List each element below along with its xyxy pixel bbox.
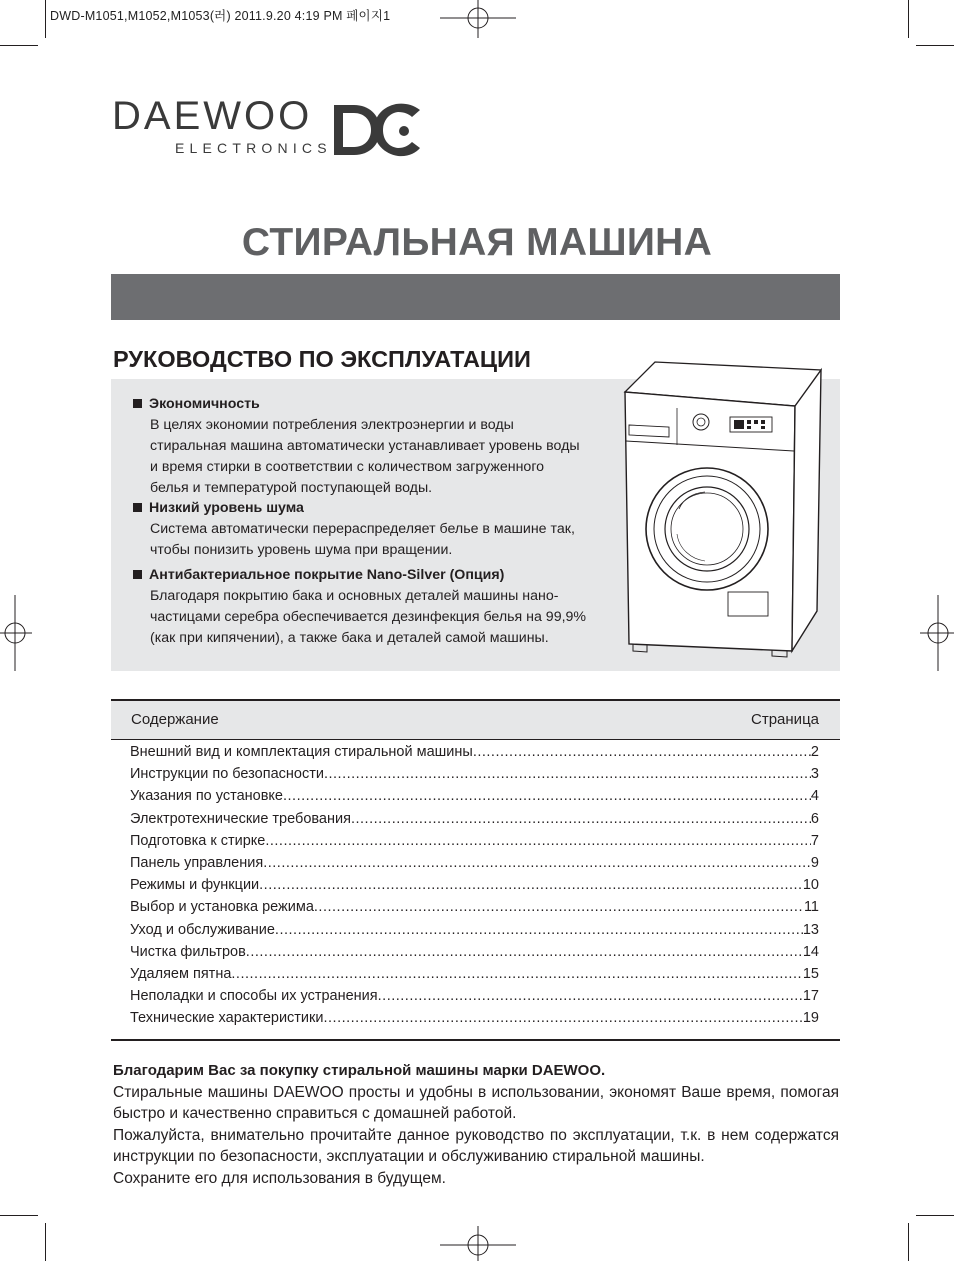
thank-you-paragraph-1: Стиральные машины DAEWOO просты и удобны в использовании, экономят Ваше время, помогая быстро и качественно справиться с домашней работой.: [113, 1083, 839, 1122]
feature-text-line: Благодаря покрытию бака и основных деталей машины нано-: [150, 588, 559, 604]
toc-item-title: Удаляем пятна: [130, 965, 232, 982]
toc-item-page: 3: [810, 766, 819, 783]
toc-item-page: 7: [810, 832, 819, 849]
daewoo-logo-mark-icon: [332, 102, 424, 158]
washing-machine-illustration: [617, 359, 827, 659]
toc-item-page: 13: [802, 921, 819, 938]
toc-item-page: 9: [810, 854, 819, 871]
feature-text-line: стиральная машина автоматически устанавливает уровень воды: [150, 438, 580, 454]
bullet-square-icon: [133, 503, 142, 512]
toc-item-title: Режимы и функции: [130, 877, 260, 894]
print-header: DWD-M1051,M1052,M1053(러) 2011.9.20 4:19 PM 페이지1: [50, 9, 391, 23]
bullet-square-icon: [133, 570, 142, 579]
brand-logo-text: DAEWOO: [112, 94, 313, 138]
toc-item-title: Уход и обслуживание: [130, 921, 275, 938]
feature-heading: Низкий уровень шума: [149, 500, 304, 516]
toc-item-page: 10: [802, 877, 819, 894]
thank-you-paragraph-2: Пожалуйста, внимательно прочитайте данное руководство по эксплуатации, т.к. в нем содержатся инструкции по безопасности, эксплуатации и обслуживанию стиральной машины.: [113, 1126, 839, 1165]
toc-list: [130, 744, 819, 1032]
feature-nano-silver: [133, 565, 586, 649]
registration-mark-top: [440, 0, 516, 40]
toc-item-title: Подготовка к стирке: [130, 832, 266, 849]
toc-item-page: 4: [810, 788, 819, 805]
feature-text-line: и время стирки в соответствии с количеством загруженного: [150, 459, 545, 475]
toc-item[interactable]: [130, 811, 819, 833]
toc-header: [111, 699, 840, 740]
registration-mark-bottom: [440, 1226, 516, 1261]
feature-text-line: белья и температурой поступающей воды.: [150, 480, 433, 496]
toc-item[interactable]: [130, 833, 819, 855]
toc-item-title: Электротехнические требования: [130, 810, 351, 827]
feature-text-line: чтобы понизить уровень шума при вращении.: [150, 542, 453, 558]
toc-item-page: 19: [802, 1010, 819, 1027]
thank-you-heading: Благодарим Вас за покупку стиральной машины марки DAEWOO.: [113, 1062, 606, 1079]
toc-item-page: 6: [810, 810, 819, 827]
toc-item-title: Выбор и установка режима: [130, 899, 314, 916]
feature-low-noise: [133, 498, 575, 561]
brand-logo-subtitle: ELECTRONICS: [175, 140, 332, 156]
feature-economy: [133, 394, 580, 499]
toc-header-contents: Содержание: [131, 711, 219, 728]
feature-text-line: (как при кипячении), а также бака и деталей самой машины.: [150, 630, 549, 646]
feature-text-line: частицами серебра обеспечивается дезинфекция белья на 99,9%: [150, 609, 587, 625]
toc-item-title: Технические характеристики: [130, 1010, 324, 1027]
toc-item[interactable]: [130, 1010, 819, 1032]
toc-item-page: 2: [810, 744, 819, 760]
toc-item[interactable]: [130, 877, 819, 899]
toc-item-title: Внешний вид и комплектация стиральной машины: [130, 744, 473, 760]
toc-item-title: Инструкции по безопасности: [130, 766, 324, 783]
registration-mark-right: [920, 595, 954, 675]
toc-item-page: 11: [803, 899, 819, 916]
feature-heading: Экономичность: [149, 396, 260, 412]
registration-mark-left: [0, 595, 32, 675]
feature-heading: Антибактериальное покрытие Nano-Silver (Опция): [149, 567, 505, 583]
toc-item[interactable]: [130, 855, 819, 877]
toc-item-page: 14: [802, 943, 819, 960]
toc-item[interactable]: [130, 744, 819, 766]
toc-item[interactable]: [130, 788, 819, 810]
toc-item-title: Неполадки и способы их устранения: [130, 988, 378, 1005]
toc-item[interactable]: [130, 988, 819, 1010]
toc-item-title: Панель управления: [130, 854, 264, 871]
title-band: [111, 274, 840, 320]
toc-header-page: Страница: [751, 711, 819, 728]
bullet-square-icon: [133, 399, 142, 408]
toc-item[interactable]: [130, 944, 819, 966]
toc-bottom-rule: [111, 1039, 840, 1041]
feature-text-line: В целях экономии потребления электроэнергии и воды: [150, 417, 514, 433]
toc-item-title: Чистка фильтров: [130, 943, 246, 960]
toc-item-page: 15: [802, 965, 819, 982]
feature-text-line: Система автоматически перераспределяет белье в машине так,: [150, 521, 575, 537]
toc-item[interactable]: [130, 766, 819, 788]
toc-item-page: 17: [802, 988, 819, 1005]
thank-you-paragraph-3: Сохраните его для использования в будущем.: [113, 1169, 446, 1187]
toc-item-title: Указания по установке: [130, 788, 283, 805]
toc-item[interactable]: [130, 899, 819, 921]
page-title: СТИРАЛЬНАЯ МАШИНА: [241, 221, 713, 264]
toc-item[interactable]: [130, 966, 819, 988]
toc-item[interactable]: [130, 922, 819, 944]
thank-you-section: [113, 1060, 839, 1189]
document-subtitle: РУКОВОДСТВО ПО ЭКСПЛУАТАЦИИ: [113, 346, 531, 372]
